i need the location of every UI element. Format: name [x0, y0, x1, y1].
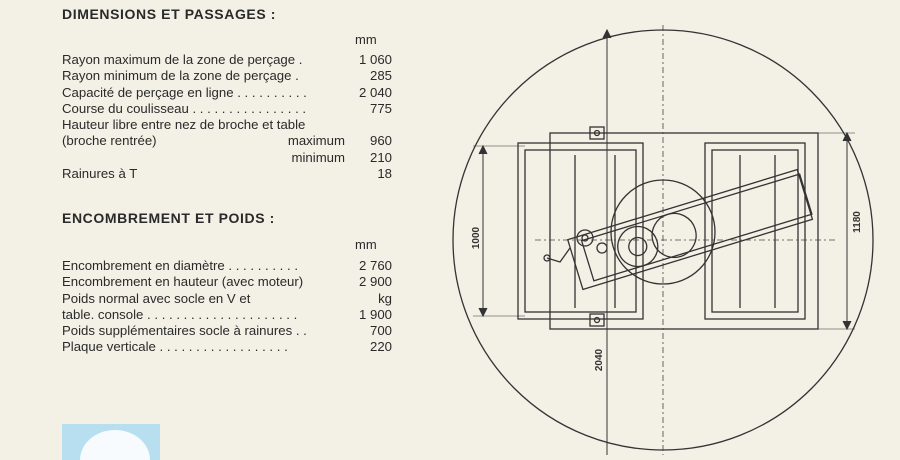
spec-label: table. console . . . . . . . . . . . . . . . . . . . . . [62, 306, 298, 322]
spec-label: Poids supplémentaires socle à rainures . . [62, 323, 307, 339]
spec-value: 960 [369, 133, 392, 149]
spec-label: Plaque verticale . . . . . . . . . . . . . . . . . . [62, 339, 288, 355]
spec-value: kg [378, 290, 392, 306]
spec-label: Rainures à T [62, 166, 138, 182]
logo-block [62, 424, 160, 460]
spec-row [62, 274, 397, 290]
spec-label: Encombrement en diamètre . . . . . . . . . . [62, 258, 299, 273]
encombrement-unit: mm [355, 237, 377, 252]
spec-row [62, 68, 397, 84]
spec-value: 18 [377, 166, 392, 182]
spec-row [62, 258, 397, 274]
spec-value: 775 [369, 100, 392, 116]
spec-row [62, 166, 397, 182]
spec-row [62, 323, 397, 339]
spec-row [62, 101, 397, 117]
dimensions-unit: mm [355, 32, 377, 47]
spec-row [62, 85, 397, 101]
spec-row [62, 291, 397, 307]
spec-value: 1 060 [358, 52, 392, 67]
spec-label: Hauteur libre entre nez de broche et table [62, 117, 306, 133]
spec-label: Poids normal avec socle en V et [62, 290, 251, 306]
spec-row [62, 117, 397, 133]
spec-sublabel: maximum [287, 133, 345, 149]
spec-row [62, 52, 397, 68]
spec-value: 2 760 [358, 258, 392, 273]
machine-plan-drawing [435, 0, 900, 460]
dimensions-title: DIMENSIONS ET PASSAGES : [62, 6, 277, 22]
spec-value: 285 [369, 68, 392, 84]
spec-label: Encombrement en hauteur (avec moteur) [62, 274, 304, 290]
dim-2040-label: 2040 [594, 348, 605, 372]
dim-1000-label: 1000 [471, 226, 482, 250]
spec-value: 700 [369, 323, 392, 339]
encombrement-table [62, 258, 397, 356]
spec-value: 1 900 [358, 306, 392, 322]
dim-1180-label: 1180 [852, 211, 863, 233]
spec-label: (broche rentrée) [62, 133, 157, 149]
spec-row [62, 150, 397, 166]
spec-label: Rayon maximum de la zone de perçage . [62, 52, 303, 67]
spec-row [62, 133, 397, 149]
spec-value: 2 900 [358, 274, 392, 290]
spec-value: 220 [369, 339, 392, 355]
spec-label: Rayon minimum de la zone de perçage . [62, 68, 299, 84]
dimensions-table [62, 52, 397, 182]
spec-value: 2 040 [358, 84, 392, 100]
spec-row [62, 339, 397, 355]
spec-row [62, 307, 397, 323]
spec-sublabel: minimum [291, 149, 345, 165]
spec-value: 210 [369, 149, 392, 165]
base-outer-frame [550, 133, 818, 329]
logo-disc [80, 430, 150, 460]
spec-label: Course du coulisseau . . . . . . . . . . . . . . . . [62, 100, 307, 116]
encombrement-title: ENCOMBREMENT ET POIDS : [62, 210, 275, 226]
spec-label: Capacité de perçage en ligne . . . . . . . . . . [62, 84, 307, 100]
